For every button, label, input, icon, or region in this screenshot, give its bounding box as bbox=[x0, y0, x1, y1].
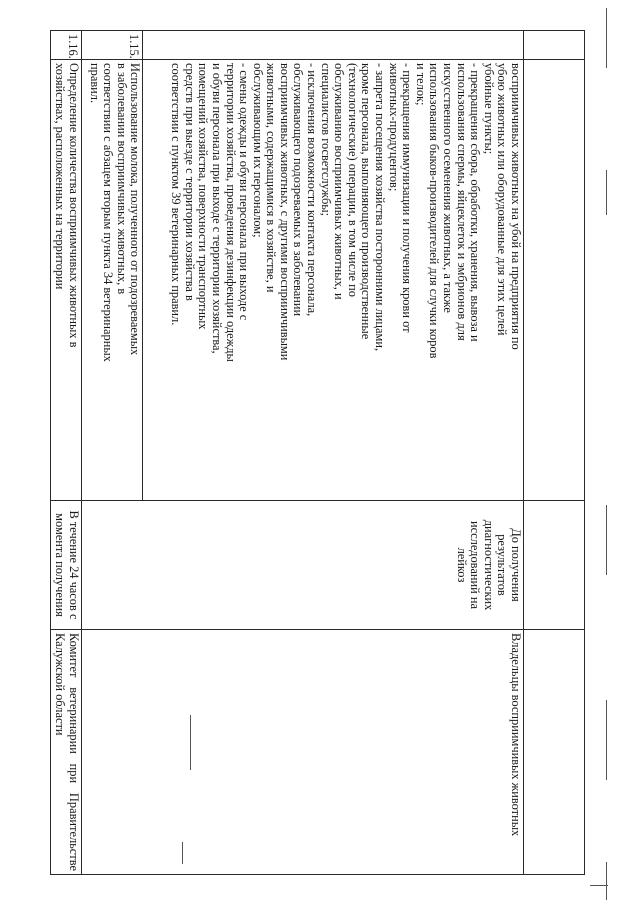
text-line: соответствии с пунктом 39 ветеринарных правил. bbox=[169, 63, 184, 326]
text-line: специалистов госветслужбы; bbox=[318, 63, 333, 217]
term-line: диагностических bbox=[481, 519, 496, 611]
table-row-1-14 bbox=[143, 31, 524, 875]
text-line: восприимчивых животных, с другими восприимчивыми bbox=[277, 63, 292, 361]
text-line: Использование молока, полученного от подозреваемых bbox=[128, 63, 143, 356]
text-line: - запрета посещения хозяйства посторонними лицами, bbox=[373, 63, 388, 352]
scan-edge-mark bbox=[606, 8, 607, 68]
pen-stroke-mark bbox=[182, 842, 183, 864]
rotated-table-container bbox=[50, 30, 585, 875]
text-line: животными, содержащимися в хозяйстве, и bbox=[264, 63, 279, 293]
text-line: использования быков-производителей для случки коров bbox=[427, 63, 442, 359]
table-row-1-16 bbox=[51, 31, 82, 875]
text-line: искусственного осеменения животных, а также bbox=[441, 63, 456, 313]
measure-text-cell-1-15 bbox=[82, 60, 143, 501]
measure-text-cell-1-16 bbox=[51, 60, 82, 501]
text-line: Определение количества восприимчивых животных в bbox=[67, 63, 81, 348]
text-line: использования спермы, яйцеклеток и эмбрионов для bbox=[454, 63, 469, 341]
text-line: территории хозяйства, проведения дезинфекции одежды bbox=[223, 63, 238, 362]
scan-edge-mark bbox=[606, 862, 607, 900]
text-line: и телок; bbox=[413, 63, 428, 106]
text-line: обслуживающего подозреваемых в заболевании bbox=[291, 63, 306, 317]
responsible-cell-1-14 bbox=[82, 630, 524, 875]
text-line: восприимчивых животных на убой на предприятия по bbox=[509, 63, 523, 350]
responsible-text: Владельцы восприимчивых животных bbox=[509, 633, 523, 837]
term-line: В течение 24 часов с bbox=[67, 510, 81, 620]
text-line: кроме персонала, выполняющего производственные bbox=[359, 63, 374, 340]
responsible-cell-blank bbox=[524, 630, 585, 875]
responsible-text: Комитет ветеринарии при Правительстве Калужской области bbox=[53, 633, 81, 871]
text-line: убойные пункты; bbox=[481, 63, 496, 155]
term-cell-blank bbox=[524, 501, 585, 630]
text-line: - смены одежды и обуви персонала при выходе с bbox=[237, 63, 252, 321]
row-number-cell bbox=[143, 31, 524, 60]
measure-text-cell-1-14 bbox=[143, 60, 524, 501]
row-number-cell-blank bbox=[524, 31, 585, 60]
text-line: убою животных или оборудованные для этих целей bbox=[495, 63, 510, 336]
row-number-cell: 1.16. bbox=[51, 31, 82, 60]
term-line: До получения bbox=[509, 528, 523, 602]
term-line: результатов bbox=[495, 534, 510, 596]
text-line: правил. bbox=[87, 63, 102, 104]
text-line: и обуви персонала при выходе с территории хозяйства, bbox=[209, 63, 224, 354]
row-number-cell: 1.15. bbox=[82, 31, 143, 60]
term-cell-1-16 bbox=[51, 501, 82, 630]
text-line: хозяйствах, расположенных на территории bbox=[53, 63, 68, 290]
text-line: помещений хозяйства, поверхности транспортных bbox=[196, 63, 211, 330]
scan-edge-mark bbox=[590, 885, 608, 886]
text-line: обслуживающим их персоналом; bbox=[250, 63, 265, 238]
text-line: обслуживанию восприимчивых животных, и bbox=[332, 63, 347, 300]
term-line: исследований на лейкоз bbox=[454, 521, 483, 609]
scan-edge-mark bbox=[606, 505, 607, 575]
text-line: (технологические) операции, в том числе по bbox=[345, 63, 360, 297]
pen-stroke-mark bbox=[190, 715, 191, 770]
table-row-top-continuation bbox=[524, 31, 585, 875]
scan-edge-mark bbox=[606, 700, 607, 780]
text-line: животных-продуцентов; bbox=[386, 63, 401, 192]
text-line: средств при выезде с территории хозяйства в bbox=[182, 63, 197, 301]
text-line: - исключения возможности контакта персонала, bbox=[305, 63, 320, 317]
content-cell-blank bbox=[524, 60, 585, 501]
measures-table bbox=[50, 30, 585, 875]
term-cell-1-14 bbox=[82, 501, 524, 630]
responsible-cell-1-16 bbox=[51, 630, 82, 875]
scan-edge-mark bbox=[606, 170, 607, 215]
term-line: момента получения bbox=[53, 513, 68, 617]
text-line: соответствии с абзацем вторым пункта 34 ветеринарных bbox=[101, 63, 116, 362]
text-line: в заболевании восприимчивых животных, в bbox=[114, 63, 129, 295]
text-line: - прекращения сбора, обработки, хранения, вывоза и bbox=[468, 63, 483, 342]
text-line: - прекращения иммунизации и получения крови от bbox=[400, 63, 415, 333]
